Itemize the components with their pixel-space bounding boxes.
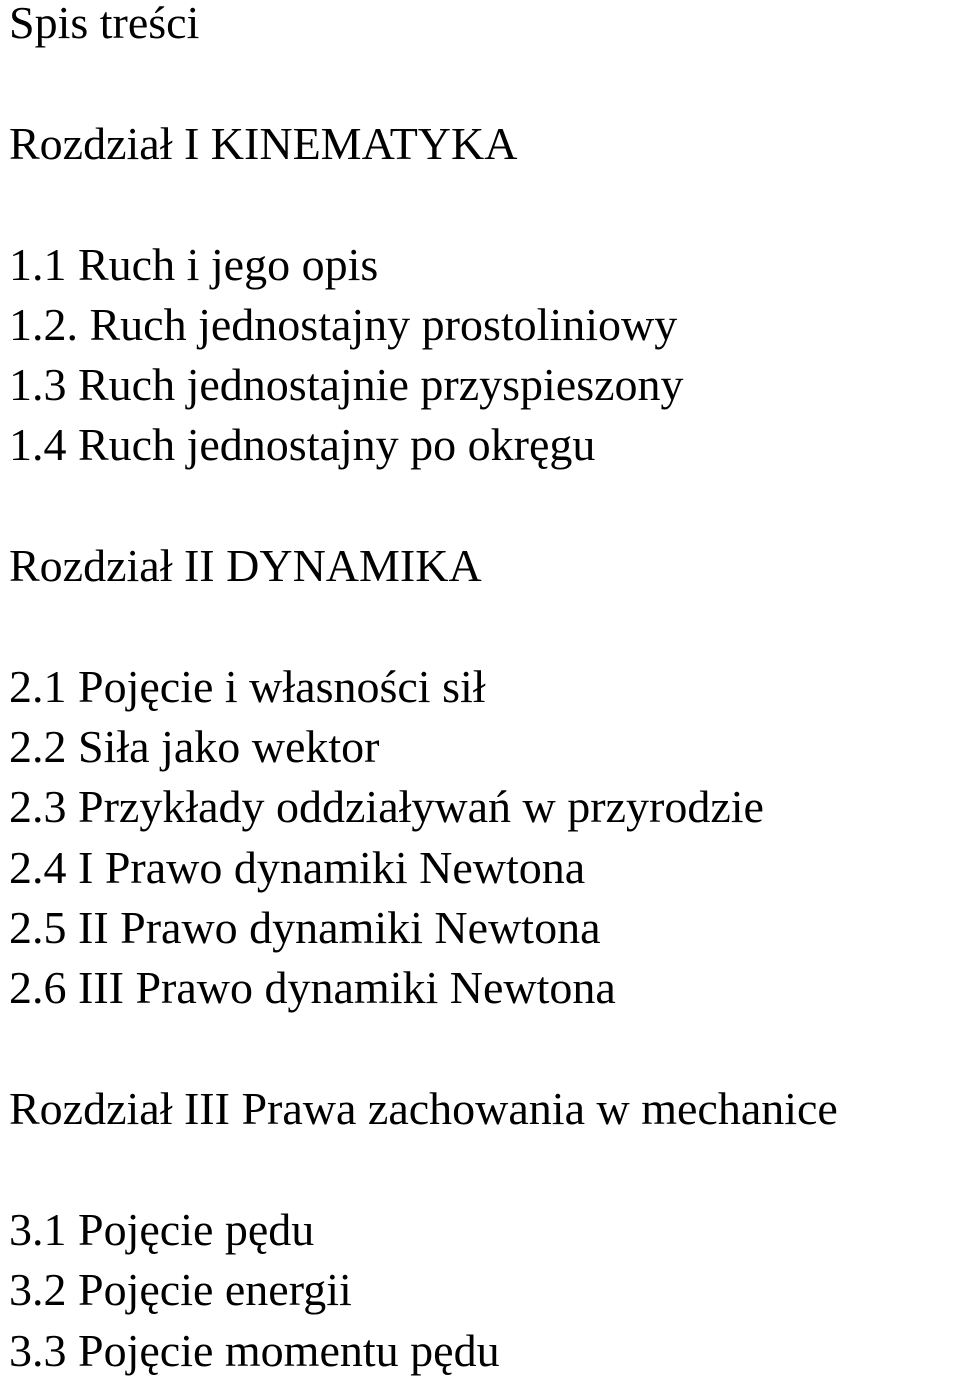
toc-entry: 1.2. Ruch jednostajny prostoliniowy [9,299,678,350]
toc-entry: 2.5 II Prawo dynamiki Newtona [9,902,601,953]
toc-entry: 2.2 Siła jako wektor [9,721,380,772]
toc-entry: 2.4 I Prawo dynamiki Newtona [9,842,586,893]
toc-entry: 3.3 Pojęcie momentu pędu [9,1325,500,1376]
toc-entry: 1.4 Ruch jednostajny po okręgu [9,419,596,470]
toc-entry: 2.1 Pojęcie i własności sił [9,661,486,712]
toc-entry: 1.1 Ruch i jego opis [9,239,379,290]
chapter-heading: Rozdział I KINEMATYKA [9,118,518,169]
toc-entry: 1.3 Ruch jednostajnie przyspieszony [9,359,684,410]
toc-entry: 3.1 Pojęcie pędu [9,1204,315,1255]
toc-entry: 3.2 Pojęcie energii [9,1264,352,1315]
toc-entry: 2.6 III Prawo dynamiki Newtona [9,962,616,1013]
toc-title: Spis treści [9,0,200,48]
chapter-heading: Rozdział III Prawa zachowania w mechanice [9,1083,838,1134]
chapter-heading: Rozdział II DYNAMIKA [9,540,482,591]
toc-entry: 2.3 Przykłady oddziaływań w przyrodzie [9,781,764,832]
